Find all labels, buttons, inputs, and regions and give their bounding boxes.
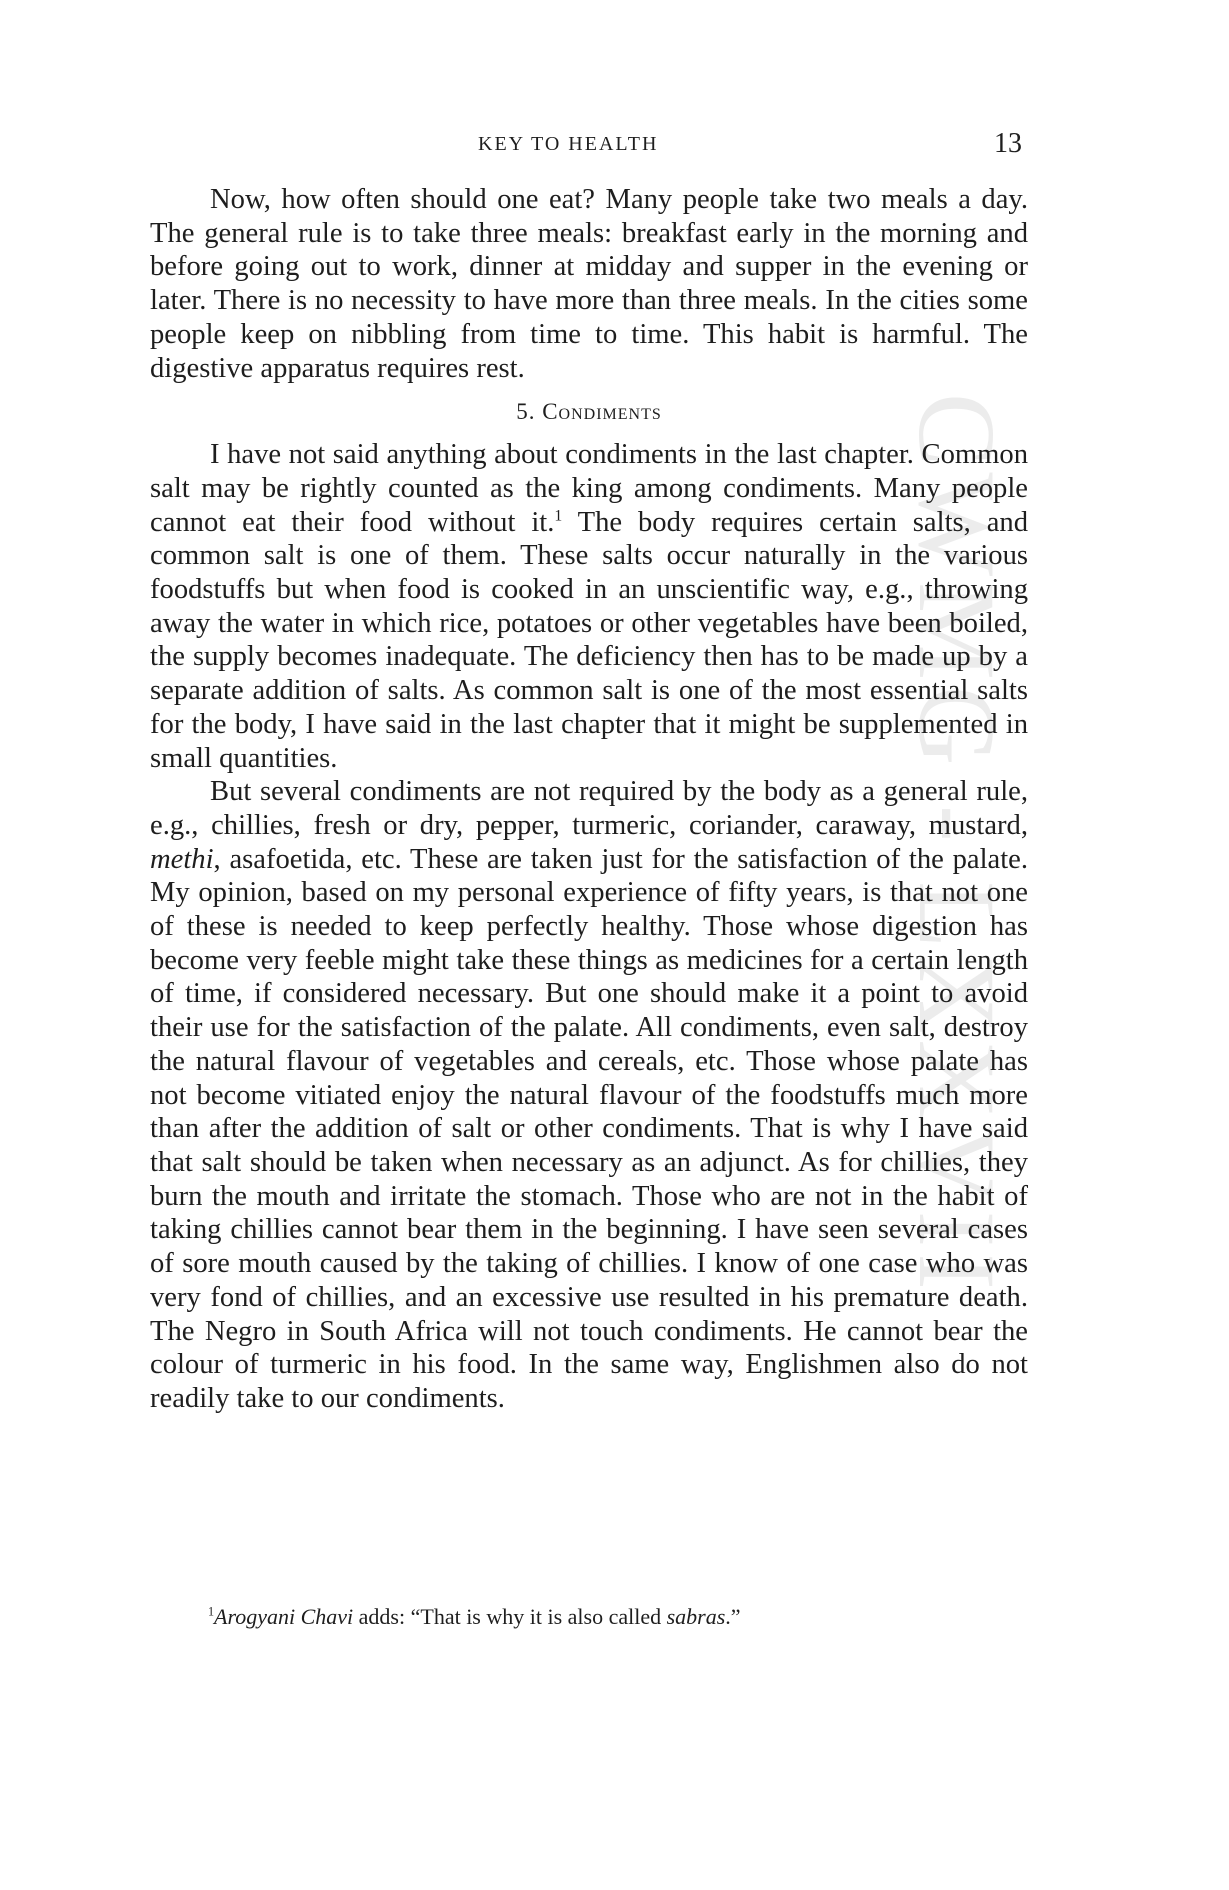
paragraph-condiments-text-continued: , asafoetida, etc. These are taken just for the satisfaction of the palate. My opinion, based on my personal experience of fifty years, is that not one of these is needed to keep perfectly healthy. Those whose digestion has become very feeble might take these things as medicines for a certain length of time, if considered necessary. But one should make it a point to avoid their use for the satisfaction of the palate. All condiments, even salt, destroy the natural flavour of vegetables and cereals, etc. Those whose palate has not become vitiated enjoy the natural flavour of the foodstuffs much more than after the addition of salt or other condiments. That is why I have said that salt should be taken when necessary as an adjunct. As for chillies, they burn the mouth and irritate the stomach. Those who are not in the habit of taking chillies cannot bear them in the beginning. I have seen several cases of sore mouth caused by the taking of chillies. I know of one case who was very fond of chillies, and an excessive use resulted in his premature death. The Negro in South Africa will not touch condiments. He cannot bear the colour of turmeric in his food. In the same way, Englishmen also do not readily take to our condiments.	[150, 843, 1028, 1414]
paragraph-condiments	[150, 775, 1028, 1415]
footnote-end: .”	[725, 1604, 741, 1629]
footnote-reference: 1	[554, 507, 563, 525]
paragraph-condiments-text: But several condiments are not required by the body as a general rule, e.g., chillies, fresh or dry, pepper, turmeric, coriander, caraway, mustard,	[150, 776, 1028, 841]
footnote-source: Arogyani Chavi	[214, 1604, 354, 1629]
paragraph-salt	[150, 438, 1028, 775]
section-number: 5.	[516, 399, 536, 425]
footnote-text: adds: “That is why it is also called	[353, 1604, 667, 1629]
footnote-marker: 1	[208, 1604, 215, 1619]
section-title: Condiments	[542, 399, 662, 425]
paragraph-salt-text: I have not said anything about condiments in the last chapter. Common salt may be rightly counted as the king among condiments. Many people cannot eat their food without it.	[150, 439, 1028, 538]
section-heading	[150, 398, 1028, 426]
paragraph-meals: Now, how often should one eat? Many people take two meals a day. The general rule is to take three meals: breakfast early in the morning and before going out to work, dinner at midday and supper in the evening or later. There is no necessity to have more than three meals. In the cities some people keep on nibbling from time to time. This habit is harmful. The digestive apparatus requires rest.	[150, 184, 1028, 384]
running-head: KEY TO HEALTH	[478, 133, 659, 155]
page-number: 13	[994, 128, 1022, 159]
paragraph-salt-text-continued: The body requires certain salts, and common salt is one of them. These salts occur naturally in the various foodstuffs but when food is cooked in an unscientific way, e.g., throwing away the water in which rice, potatoes or other vegetables have been boiled, the supply becomes inadequate. The deficiency then has to be made up by a separate addition of salts. As common salt is one of the most essential salts for the body, I have said in the last chapter that it might be supplemented in small quantities.	[150, 506, 1028, 774]
footnote	[208, 1604, 741, 1630]
body-text	[150, 183, 1028, 1416]
watermark: CWMG - LXXVII	[896, 393, 1018, 1296]
footnote-term: sabras	[666, 1604, 726, 1629]
italic-term-methi: methi	[150, 843, 214, 875]
